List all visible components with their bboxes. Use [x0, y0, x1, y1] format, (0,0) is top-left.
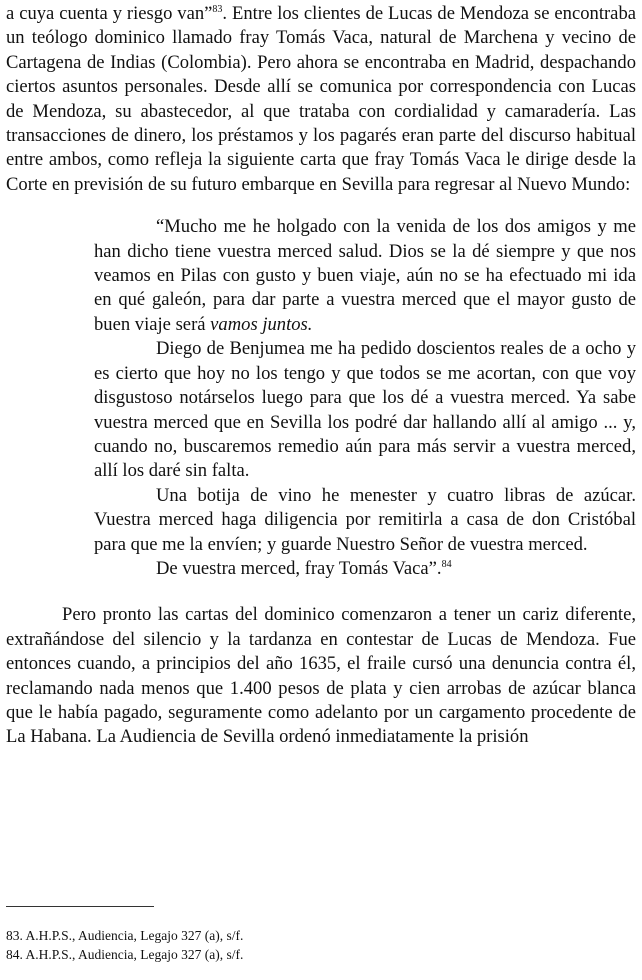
footnote-83: 83. A.H.P.S., Audiencia, Legajo 327 (a), s/f.: [6, 928, 244, 943]
quote-paragraph-2: Diego de Benjumea me ha pedido doscientos reales de a ocho y es cierto que hoy no los tengo y que todos se me acortan, con que voy disgustoso notárselos luego para que los dé a vuestra merced. Ya sabe vuestra merced que en Sevilla los podré dar hallando allí al amigo ... y, cuando no, buscaremos remedio aún para más servir a vuestra merced, allí los daré sin falta.: [94, 338, 636, 482]
paragraph-1-text-a: a cuya cuenta y riesgo van”: [6, 3, 213, 24]
block-quote-letter: [94, 215, 636, 581]
quote-paragraph-1-text: “Mucho me he holgado con la venida de los dos amigos y me han dicho tiene vuestra merced salud. Dios se la dé siempre y que nos veamos en Pilas con gusto y buen viaje, aún no se ha efectuado mi ida en qué galeón, para dar parte a vuestra merced que el mayor gusto de buen viaje será: [94, 216, 636, 335]
body-paragraph-1: [6, 2, 636, 197]
paragraph-1-text-b: . Entre los clientes de Lucas de Mendoza se encontraba un teólogo dominico llamado fray Tomás Vaca, natural de Marchena y vecino de Cartagena de Indias (Colombia). Pero ahora se encontraba en Madrid, despachando ciertos asuntos personales. Desde allí se comunica por correspondencia con Lucas de Mendoza, su abastecedor, al que trataba con cordialidad y camaradería. Las transacciones de dinero, los préstamos y los pagarés eran parte del discurso habitual entre ambos, como refleja la siguiente carta que fray Tomás Vaca le dirige desde la Corte en previsión de su futuro embarque en Sevilla para regresar al Nuevo Mundo:: [6, 3, 636, 195]
quote-paragraph-3: Una botija de vino he menester y cuatro libras de azúcar. Vuestra merced haga diligencia por remitirla a casa de don Cristóbal para que me la envíen; y guarde Nuestro Señor de vuestra merced.: [94, 484, 636, 555]
footnote-divider: [6, 906, 154, 907]
quote-paragraph-1: [94, 215, 636, 337]
quote-signature: [94, 557, 636, 581]
quote-signature-text: De vuestra merced, fray Tomás Vaca”.: [156, 557, 442, 579]
footnotes: [6, 926, 636, 964]
body-paragraph-2: Pero pronto las cartas del dominico comenzaron a tener un cariz diferente, extrañándose del silencio y la tardanza en contestar de Lucas de Mendoza. Fue entonces cuando, a principios del año 1635, el fraile cursó una denuncia contra él, reclamando nada menos que 1.400 pesos de plata y cien arrobas de azúcar blanca que le había pagado, seguramente como adelanto por un cargamento procedente de La Habana. La Audiencia de Sevilla ordenó inmediatamente la prisión: [6, 604, 636, 748]
footnote-ref-83[interactable]: 83: [212, 3, 223, 15]
quote-italic-phrase: vamos juntos.: [210, 313, 313, 335]
footnote-84: 84. A.H.P.S., Audiencia, Legajo 327 (a), s/f.: [6, 947, 244, 962]
document-page: [6, 2, 636, 962]
footnote-ref-84[interactable]: 84: [441, 558, 452, 570]
